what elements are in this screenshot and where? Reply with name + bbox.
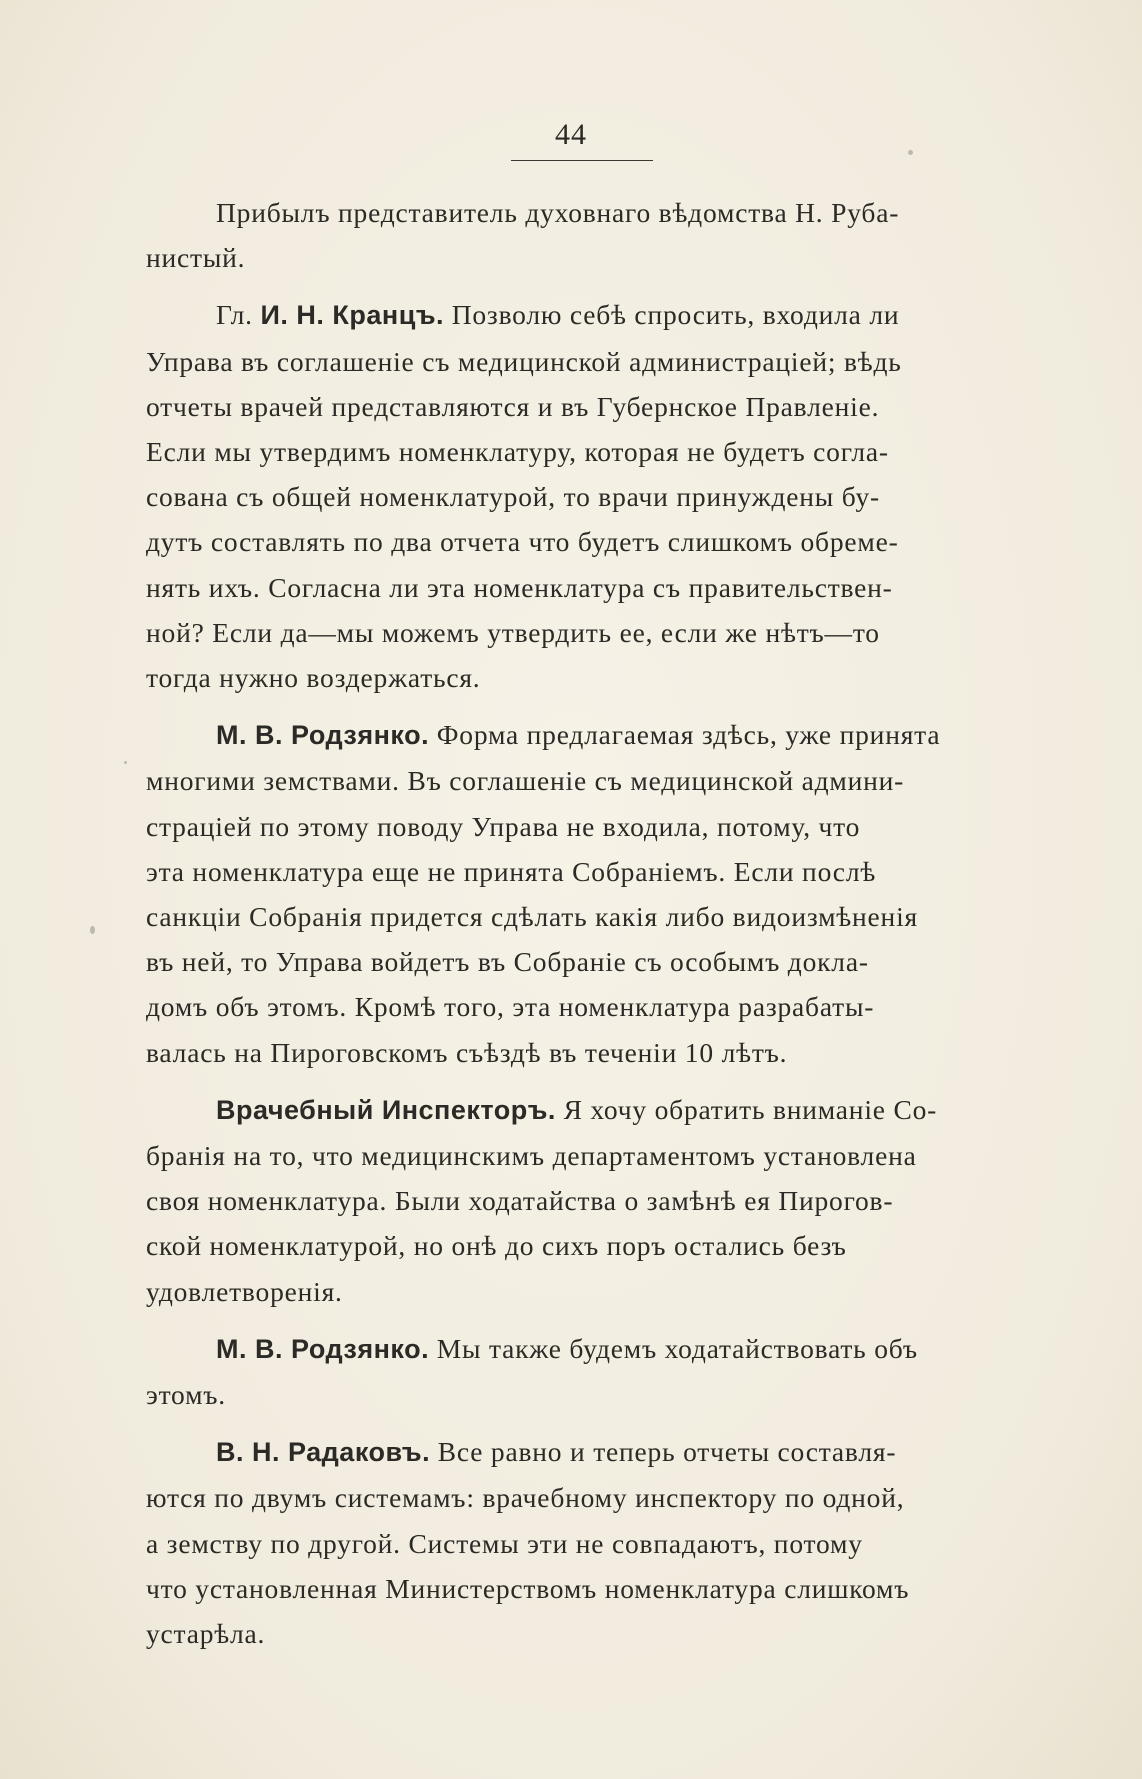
text-line: что установленная Министерствомъ номенклатура слишкомъ (146, 1572, 910, 1604)
speaker-name: М. В. Родзянко. (216, 1333, 430, 1364)
text-line: ной? Если да—мы можемъ утвердить ее, если же нѣтъ—то (146, 616, 880, 648)
text-line: Если мы утвердимъ номенклатуру, которая не будетъ согла- (146, 436, 889, 468)
text-line: отчеты врачей представляются и въ Губернское Правленіе. (146, 390, 880, 422)
text-line: удовлетворенія. (146, 1275, 343, 1307)
print-speck (124, 761, 127, 764)
paragraph (146, 1429, 1026, 1656)
text-line: сована съ общей номенклатурой, то врачи принуждены бу- (146, 481, 880, 513)
text-line: въ ней, то Управа войдетъ въ Собраніе съ особымъ докла- (146, 946, 869, 978)
paragraph (146, 1087, 1026, 1314)
text-line: страціей по этому поводу Управа не входила, потому, что (146, 810, 861, 842)
header-rule (511, 160, 653, 161)
speaker-name: И. Н. Кранцъ. (260, 300, 445, 331)
text-line: Позволю себѣ спросить, входила ли (444, 299, 900, 331)
body-text (146, 190, 1026, 1668)
text-line: ской номенклатурой, но онѣ до сихъ поръ остались безъ (146, 1230, 847, 1262)
text-line: санкціи Собранія придется сдѣлать какія либо видоизмѣненія (146, 901, 918, 933)
text-line: многими земствами. Въ соглашеніе съ медицинской админи- (146, 765, 905, 797)
paragraph (146, 1326, 1026, 1417)
text-line: дутъ составлять по два отчета что будетъ слишкомъ обреме- (146, 526, 899, 558)
speaker-title: Гл. (216, 299, 261, 331)
text-line: Я хочу обратить вниманіе Со- (555, 1093, 938, 1125)
text-line: своя номенклатура. Были ходатайства о замѣнѣ ея Пирогов- (146, 1185, 894, 1217)
text-line: валась на Пироговскомъ съѣздѣ въ теченіи 10 лѣтъ. (146, 1036, 788, 1068)
paragraph (146, 712, 1026, 1075)
text-line: Управа въ соглашеніе съ медицинской администраціей; вѣдь (146, 345, 902, 377)
print-speck (90, 926, 95, 934)
text-line: ются по двумъ системамъ: врачебному инспектору по одной, (146, 1482, 905, 1514)
text-line: эта номенклатура еще не принята Собраніемъ. Если послѣ (146, 855, 877, 887)
page-number: 44 (555, 118, 587, 151)
print-speck (908, 150, 913, 155)
text-line: бранія на то, что медицинскимъ департаментомъ установлена (146, 1140, 917, 1172)
text-line: тогда нужно воздержаться. (146, 662, 481, 694)
text-line: Прибылъ представитель духовнаго вѣдомства Н. Руба- (216, 197, 900, 228)
text-line: а земству по другой. Системы эти не совпадаютъ, потому (146, 1527, 863, 1559)
text-line: устарѣла. (146, 1618, 266, 1650)
speaker-name: В. Н. Радаковъ. (216, 1437, 431, 1468)
paragraph (146, 190, 1026, 280)
text-line: Мы также будемъ ходатайствовать объ (429, 1332, 918, 1364)
text-line: нистый. (146, 242, 246, 274)
text-line: Форма предлагаемая здѣсь, уже принята (429, 719, 941, 751)
text-line: Все равно и теперь отчеты составля- (430, 1436, 897, 1468)
paragraph (146, 292, 1026, 700)
speaker-name: М. В. Родзянко. (216, 720, 430, 751)
text-line: нять ихъ. Согласна ли эта номенклатура съ правительствен- (146, 571, 893, 603)
text-line: домъ объ этомъ. Кромѣ того, эта номенклатура разрабаты- (146, 991, 875, 1023)
text-line: этомъ. (146, 1379, 226, 1411)
speaker-name: Врачебный Инспекторъ. (216, 1094, 556, 1125)
